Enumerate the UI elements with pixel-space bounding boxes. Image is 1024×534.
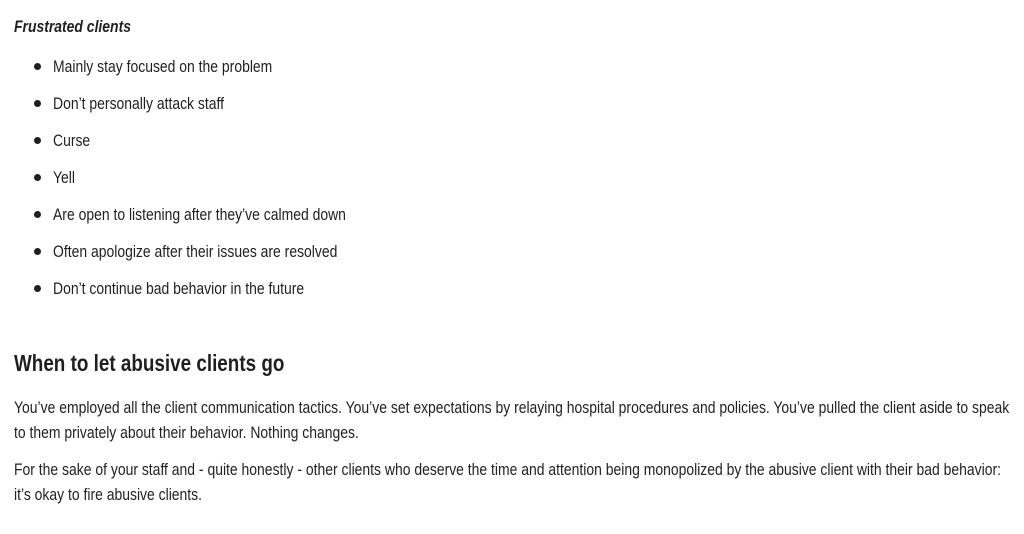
list-item	[14, 122, 1010, 159]
paragraph-line	[14, 420, 1010, 445]
paragraph-communication-tactics	[14, 395, 1010, 445]
paragraph-line	[14, 457, 1010, 482]
bullet-icon	[34, 137, 41, 144]
bullet-icon	[34, 100, 41, 107]
frustrated-clients-heading-text: Frustrated clients	[14, 17, 131, 36]
list-item	[14, 270, 1010, 307]
section-heading	[14, 347, 1010, 379]
bullet-icon	[34, 285, 41, 292]
list-item-text: Often apologize after their issues are resolved	[53, 242, 338, 261]
bullet-icon	[34, 211, 41, 218]
list-item	[14, 159, 1010, 196]
list-item-text: Yell	[53, 168, 75, 187]
list-item-text: Are open to listening after they’ve calmed down	[53, 205, 346, 224]
list-item-text: Mainly stay focused on the problem	[53, 57, 273, 76]
paragraph-line	[14, 482, 1010, 507]
paragraph-line-text: You’ve employed all the client communication tactics. You’ve set expectations by relaying hospital procedures and policies. You’ve pulled the client aside to speak	[14, 398, 1010, 417]
paragraph-fire-clients	[14, 457, 1010, 507]
paragraph-line-text: For the sake of your staff and - quite honestly - other clients who deserve the time and attention being monopolized by the abusive client with their bad behavior:	[14, 460, 1001, 479]
frustrated-clients-heading	[14, 14, 1010, 40]
list-item	[14, 196, 1010, 233]
section-heading-text: When to let abusive clients go	[14, 350, 285, 376]
list-item-text: Don’t personally attack staff	[53, 94, 224, 113]
paragraph-line-text: to them privately about their behavior. Nothing changes.	[14, 423, 359, 442]
bullet-icon	[34, 174, 41, 181]
list-item	[14, 233, 1010, 270]
paragraph-line-text: it’s okay to fire abusive clients.	[14, 485, 203, 504]
bullet-icon	[34, 63, 41, 70]
paragraph-line	[14, 395, 1010, 420]
frustrated-clients-list	[14, 48, 1010, 307]
list-item	[14, 48, 1010, 85]
bullet-icon	[34, 248, 41, 255]
list-item-text: Don’t continue bad behavior in the future	[53, 279, 305, 298]
list-item	[14, 85, 1010, 122]
list-item-text: Curse	[53, 131, 91, 150]
